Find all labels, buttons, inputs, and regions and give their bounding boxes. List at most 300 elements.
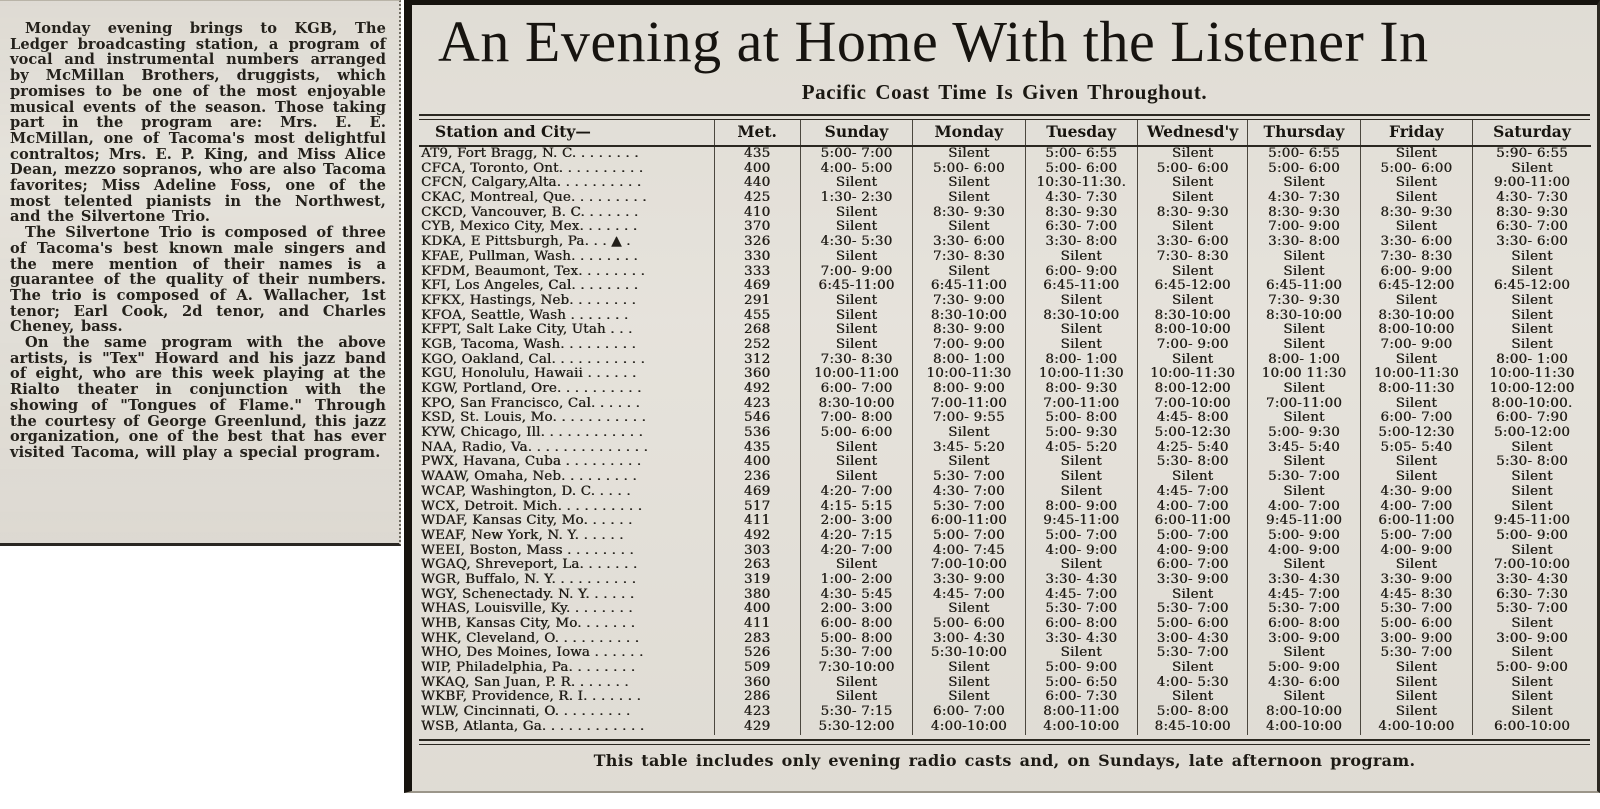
met-cell: 291 xyxy=(714,294,800,309)
time-cell: 4:05- 5:20 xyxy=(1025,441,1137,456)
station-row xyxy=(419,441,1591,456)
station-cell: NAA, Radio, Va. . . . . . . . . . . . . . xyxy=(421,440,648,455)
station-row xyxy=(419,558,1591,573)
time-cell: 5:00- 7:00 xyxy=(1360,529,1472,544)
time-cell: 4:30- 7:30 xyxy=(1248,191,1360,206)
met-cell: 536 xyxy=(714,426,800,441)
time-cell: 4:45- 8:30 xyxy=(1360,588,1472,603)
column-header: Sunday xyxy=(800,120,912,146)
met-cell: 455 xyxy=(714,309,800,324)
met-cell: 400 xyxy=(714,602,800,617)
met-cell: 286 xyxy=(714,690,800,705)
time-cell: Silent xyxy=(1137,220,1247,235)
schedule-clipping xyxy=(404,0,1600,793)
station-row xyxy=(419,220,1591,235)
time-cell: 4:30- 7:30 xyxy=(1025,191,1137,206)
station-cell: PWX, Havana, Cuba . . . . . . . . . xyxy=(421,455,642,470)
station-cell: KFAE, Pullman, Wash. . . . . . . . xyxy=(421,249,638,264)
time-cell: 4:20- 7:15 xyxy=(800,529,912,544)
article-body xyxy=(10,21,386,461)
time-cell: 4:00- 7:00 xyxy=(1360,500,1472,515)
time-cell: 4:25- 5:40 xyxy=(1137,441,1247,456)
station-cell: CFCN, Calgary,Alta. . . . . . . . . . xyxy=(421,176,642,191)
time-cell: 5:00-12:30 xyxy=(1137,426,1247,441)
met-cell: 268 xyxy=(714,323,800,338)
time-cell: Silent xyxy=(1473,338,1591,353)
time-cell: 3:00- 4:30 xyxy=(913,632,1025,647)
time-cell: 5:30- 7:00 xyxy=(913,470,1025,485)
table-footnote: This table includes only evening radio casts and, on Sundays, late afternoon program. xyxy=(593,750,1416,770)
time-cell: 5:00- 6:00 xyxy=(800,426,912,441)
time-cell: 3:30- 6:00 xyxy=(913,235,1025,250)
time-cell: Silent xyxy=(1248,250,1360,265)
time-cell: Silent xyxy=(800,309,912,324)
time-cell: Silent xyxy=(800,676,912,691)
time-cell: 4:00- 7:45 xyxy=(913,544,1025,559)
station-row xyxy=(419,602,1591,617)
time-cell: Silent xyxy=(913,676,1025,691)
column-header: Tuesday xyxy=(1025,120,1137,146)
time-cell: Silent xyxy=(1360,191,1472,206)
time-cell: 4:00-10:00 xyxy=(1248,720,1360,735)
station-cell: WCX, Detroit. Mich. . . . . . . . . . xyxy=(421,499,643,514)
time-cell: Silent xyxy=(1473,470,1591,485)
time-cell: Silent xyxy=(1473,250,1591,265)
time-cell: 8:30- 9:30 xyxy=(1137,206,1247,221)
time-cell: Silent xyxy=(800,176,912,191)
met-cell: 400 xyxy=(714,455,800,470)
time-cell: 5:00- 9:00 xyxy=(1248,529,1360,544)
station-row xyxy=(419,206,1591,221)
time-cell: 3:00- 9:00 xyxy=(1360,632,1472,647)
station-row xyxy=(419,720,1591,735)
time-cell: 3:30- 4:30 xyxy=(1473,573,1591,588)
time-cell: Silent xyxy=(800,455,912,470)
station-row xyxy=(419,529,1591,544)
time-cell: Silent xyxy=(800,470,912,485)
time-cell: 5:00- 9:00 xyxy=(1473,661,1591,676)
met-cell: 312 xyxy=(714,353,800,368)
schedule-header-row xyxy=(419,120,1591,146)
met-cell: 509 xyxy=(714,661,800,676)
station-row xyxy=(419,250,1591,265)
time-cell: Silent xyxy=(1025,470,1137,485)
time-cell: Silent xyxy=(1360,220,1472,235)
station-row xyxy=(419,338,1591,353)
column-header: Met. xyxy=(714,120,800,146)
column-header: Wednesd'y xyxy=(1137,120,1247,146)
time-cell: 7:00-11:00 xyxy=(913,397,1025,412)
time-cell: Silent xyxy=(1360,353,1472,368)
article-clipping xyxy=(0,0,401,546)
time-cell: Silent xyxy=(800,250,912,265)
met-cell: 440 xyxy=(714,176,800,191)
time-cell: 5:00- 7:00 xyxy=(800,146,912,162)
time-cell: 5:00- 7:00 xyxy=(1025,529,1137,544)
station-cell: WCAP, Washington, D. C. . . . . xyxy=(421,484,631,499)
station-cell: CYB, Mexico City, Mex. . . . . . . xyxy=(421,220,638,235)
time-cell: 7:00-10:00 xyxy=(913,558,1025,573)
station-row xyxy=(419,162,1591,177)
met-cell: 435 xyxy=(714,441,800,456)
time-cell: 10:00-11:30 xyxy=(1360,367,1472,382)
time-cell: 4:30- 7:00 xyxy=(913,485,1025,500)
time-cell: 6:00- 7:00 xyxy=(1360,411,1472,426)
time-cell: 2:00- 3:00 xyxy=(800,602,912,617)
station-row xyxy=(419,690,1591,705)
met-cell: 423 xyxy=(714,705,800,720)
met-cell: 469 xyxy=(714,485,800,500)
masthead-title: An Evening at Home With the Listener In xyxy=(438,9,1429,74)
met-cell: 410 xyxy=(714,206,800,221)
time-cell: Silent xyxy=(1137,146,1247,162)
time-cell: 6:00- 7:90 xyxy=(1473,411,1591,426)
time-cell: 3:30- 9:00 xyxy=(1137,573,1247,588)
station-row xyxy=(419,265,1591,280)
station-row xyxy=(419,411,1591,426)
met-cell: 236 xyxy=(714,470,800,485)
time-cell: Silent xyxy=(1360,176,1472,191)
time-cell: 5:00- 7:00 xyxy=(913,529,1025,544)
time-cell: Silent xyxy=(1473,309,1591,324)
time-cell: 9:45-11:00 xyxy=(1248,514,1360,529)
time-cell: Silent xyxy=(1025,558,1137,573)
time-cell: 5:00- 6:00 xyxy=(1137,617,1247,632)
column-header: Friday xyxy=(1360,120,1472,146)
time-cell: Silent xyxy=(1137,265,1247,280)
met-cell: 360 xyxy=(714,367,800,382)
station-cell: WGY, Schenectady. N. Y. . . . . . xyxy=(421,587,635,602)
station-row xyxy=(419,191,1591,206)
station-row xyxy=(419,294,1591,309)
met-cell: 360 xyxy=(714,676,800,691)
time-cell: 10:00-11:30 xyxy=(913,367,1025,382)
time-cell: Silent xyxy=(1360,661,1472,676)
time-cell: Silent xyxy=(913,220,1025,235)
met-cell: 380 xyxy=(714,588,800,603)
time-cell: 4:30- 9:00 xyxy=(1360,485,1472,500)
time-cell: 7:00- 9:00 xyxy=(1137,338,1247,353)
time-cell: Silent xyxy=(1360,455,1472,470)
time-cell: Silent xyxy=(800,690,912,705)
met-cell: 423 xyxy=(714,397,800,412)
time-cell: 8:30-10:00 xyxy=(1360,309,1472,324)
time-cell: 5:30- 7:00 xyxy=(800,646,912,661)
met-cell: 517 xyxy=(714,500,800,515)
time-cell: 8:30- 9:00 xyxy=(913,323,1025,338)
met-cell: 526 xyxy=(714,646,800,661)
met-cell: 400 xyxy=(714,162,800,177)
time-cell: Silent xyxy=(1473,294,1591,309)
station-row xyxy=(419,235,1591,250)
time-cell: 5:00- 6:00 xyxy=(1137,162,1247,177)
time-cell: 6:45-12:00 xyxy=(1360,279,1472,294)
masthead-subtitle: Pacific Coast Time Is Given Throughout. xyxy=(801,80,1208,104)
time-cell: 7:00-11:00 xyxy=(1248,397,1360,412)
time-cell: Silent xyxy=(1025,485,1137,500)
time-cell: Silent xyxy=(1137,470,1247,485)
time-cell: 4:30- 5:30 xyxy=(800,235,912,250)
time-cell: 8:00- 9:00 xyxy=(1025,500,1137,515)
time-cell: 5:00- 9:30 xyxy=(1248,426,1360,441)
time-cell: 6:00- 7:00 xyxy=(913,705,1025,720)
station-row xyxy=(419,544,1591,559)
time-cell: 6:00- 7:00 xyxy=(1137,558,1247,573)
time-cell: 5:00- 6:00 xyxy=(1248,162,1360,177)
station-row xyxy=(419,455,1591,470)
time-cell: Silent xyxy=(1248,690,1360,705)
time-cell: 6:45-12:00 xyxy=(1473,279,1591,294)
time-cell: 8:00-11:00 xyxy=(1025,705,1137,720)
time-cell: 5:00-12:00 xyxy=(1473,426,1591,441)
time-cell: Silent xyxy=(913,265,1025,280)
time-cell: Silent xyxy=(1360,294,1472,309)
time-cell: 7:00- 8:00 xyxy=(800,411,912,426)
time-cell: 8:30-10:00 xyxy=(800,397,912,412)
time-cell: Silent xyxy=(1248,646,1360,661)
time-cell: 3:00- 4:30 xyxy=(1137,632,1247,647)
station-cell: WHO, Des Moines, Iowa . . . . . . xyxy=(421,646,644,661)
time-cell: 4:45- 7:00 xyxy=(1248,588,1360,603)
station-row xyxy=(419,676,1591,691)
time-cell: 10:00 11:30 xyxy=(1248,367,1360,382)
time-cell: 7:00- 9:00 xyxy=(1360,338,1472,353)
time-cell: 5:30- 7:00 xyxy=(1360,646,1472,661)
time-cell: 5:00- 9:00 xyxy=(1025,661,1137,676)
time-cell: 10:00-11:00 xyxy=(800,367,912,382)
station-row xyxy=(419,323,1591,338)
time-cell: 8:30- 9:30 xyxy=(1473,206,1591,221)
time-cell: 5:30- 7:15 xyxy=(800,705,912,720)
time-cell: 5:00- 8:00 xyxy=(800,632,912,647)
time-cell: 6:45-11:00 xyxy=(800,279,912,294)
time-cell: 7:30- 8:30 xyxy=(1360,250,1472,265)
time-cell: 3:30- 6:00 xyxy=(1360,235,1472,250)
time-cell: 5:30- 7:00 xyxy=(1360,602,1472,617)
time-cell: Silent xyxy=(1137,353,1247,368)
time-cell: 5:30- 8:00 xyxy=(1137,455,1247,470)
station-cell: AT9, Fort Bragg, N. C. . . . . . . . xyxy=(421,146,639,162)
station-cell: WAAW, Omaha, Neb. . . . . . . . . xyxy=(421,470,637,485)
time-cell: 6:45-12:00 xyxy=(1137,279,1247,294)
time-cell: Silent xyxy=(1473,646,1591,661)
time-cell: 7:00- 9:55 xyxy=(913,411,1025,426)
time-cell: Silent xyxy=(1137,191,1247,206)
station-row xyxy=(419,617,1591,632)
time-cell: 6:00-10:00 xyxy=(1473,720,1591,735)
time-cell: Silent xyxy=(800,558,912,573)
time-cell: 8:30- 9:30 xyxy=(1360,206,1472,221)
time-cell: 1:30- 2:30 xyxy=(800,191,912,206)
met-cell: 263 xyxy=(714,558,800,573)
station-cell: KGU, Honolulu, Hawaii . . . . . . xyxy=(421,367,637,382)
time-cell: 7:30- 8:30 xyxy=(800,353,912,368)
time-cell: 3:30- 6:00 xyxy=(1137,235,1247,250)
time-cell: Silent xyxy=(1360,690,1472,705)
station-row xyxy=(419,367,1591,382)
met-cell: 425 xyxy=(714,191,800,206)
time-cell: Silent xyxy=(800,220,912,235)
time-cell: 3:30- 4:30 xyxy=(1025,573,1137,588)
time-cell: 5:30- 7:00 xyxy=(1137,602,1247,617)
met-cell: 319 xyxy=(714,573,800,588)
time-cell: 1:00- 2:00 xyxy=(800,573,912,588)
met-cell: 469 xyxy=(714,279,800,294)
time-cell: 5:00- 8:00 xyxy=(1137,705,1247,720)
time-cell: 4:15- 5:15 xyxy=(800,500,912,515)
time-cell: 8:00-10:00. xyxy=(1473,397,1591,412)
time-cell: 5:00- 9:30 xyxy=(1025,426,1137,441)
time-cell: Silent xyxy=(1025,323,1137,338)
time-cell: 10:00-11:30 xyxy=(1025,367,1137,382)
time-cell: 7:00-11:00 xyxy=(1025,397,1137,412)
time-cell: 8:00-11:30 xyxy=(1360,382,1472,397)
time-cell: 4:30- 5:45 xyxy=(800,588,912,603)
time-cell: 5:00- 9:00 xyxy=(1248,661,1360,676)
time-cell: 5:30-12:00 xyxy=(800,720,912,735)
time-cell: Silent xyxy=(1473,544,1591,559)
time-cell: 5:00- 6:50 xyxy=(1025,676,1137,691)
time-cell: 8:00- 1:00 xyxy=(1473,353,1591,368)
station-row xyxy=(419,485,1591,500)
time-cell: Silent xyxy=(1473,441,1591,456)
time-cell: 7:00- 9:00 xyxy=(913,338,1025,353)
time-cell: 7:30-10:00 xyxy=(800,661,912,676)
met-cell: 333 xyxy=(714,265,800,280)
time-cell: 10:00-11:30 xyxy=(1473,367,1591,382)
time-cell: 5:00- 6:00 xyxy=(1360,162,1472,177)
station-cell: KGB, Tacoma, Wash. . . . . . . . . xyxy=(421,337,636,352)
station-cell: WGAQ, Shreveport, La. . . . . . . xyxy=(421,558,638,573)
time-cell: 6:00- 8:00 xyxy=(1025,617,1137,632)
time-cell: 4:00- 9:00 xyxy=(1137,544,1247,559)
time-cell: 8:00-10:00 xyxy=(1360,323,1472,338)
time-cell: 6:00-11:00 xyxy=(1360,514,1472,529)
time-cell: Silent xyxy=(913,690,1025,705)
time-cell: 4:00- 9:00 xyxy=(1025,544,1137,559)
time-cell: 4:00-10:00 xyxy=(913,720,1025,735)
column-header: Thursday xyxy=(1248,120,1360,146)
station-cell: KFPT, Salt Lake City, Utah . . . xyxy=(421,323,633,338)
time-cell: 7:30- 9:00 xyxy=(913,294,1025,309)
time-cell: 5:30- 7:00 xyxy=(1248,602,1360,617)
time-cell: 5:00- 6:55 xyxy=(1025,146,1137,162)
time-cell: Silent xyxy=(1025,294,1137,309)
time-cell: 3:30- 4:30 xyxy=(1248,573,1360,588)
time-cell: 10:00-11:30 xyxy=(1137,367,1247,382)
time-cell: 6:00- 7:30 xyxy=(1025,690,1137,705)
station-row xyxy=(419,500,1591,515)
station-row xyxy=(419,514,1591,529)
time-cell: 9:00-11:00 xyxy=(1473,176,1591,191)
time-cell: 6:45-11:00 xyxy=(1025,279,1137,294)
time-cell: Silent xyxy=(1137,588,1247,603)
time-cell: Silent xyxy=(800,323,912,338)
time-cell: 7:00- 9:00 xyxy=(1248,220,1360,235)
time-cell: Silent xyxy=(913,191,1025,206)
time-cell: 4:45- 7:00 xyxy=(1137,485,1247,500)
time-cell: 4:00- 5:30 xyxy=(1137,676,1247,691)
time-cell: Silent xyxy=(1248,558,1360,573)
station-cell: KFKX, Hastings, Neb. . . . . . . . xyxy=(421,293,636,308)
time-cell: 6:00- 7:00 xyxy=(800,382,912,397)
time-cell: Silent xyxy=(1137,690,1247,705)
time-cell: 8:30-10:00 xyxy=(1137,309,1247,324)
met-cell: 252 xyxy=(714,338,800,353)
time-cell: 8:30-10:00 xyxy=(1248,309,1360,324)
met-cell: 330 xyxy=(714,250,800,265)
time-cell: 4:00- 9:00 xyxy=(1248,544,1360,559)
time-cell: 4:45- 8:00 xyxy=(1137,411,1247,426)
time-cell: Silent xyxy=(1137,294,1247,309)
time-cell: 4:45- 7:00 xyxy=(913,588,1025,603)
time-cell: Silent xyxy=(1473,617,1591,632)
time-cell: Silent xyxy=(1473,485,1591,500)
time-cell: Silent xyxy=(913,602,1025,617)
time-cell: 4:30- 6:00 xyxy=(1248,676,1360,691)
time-cell: 8:00- 1:00 xyxy=(1248,353,1360,368)
station-cell: KFOA, Seattle, Wash . . . . . . . xyxy=(421,308,629,323)
time-cell: 7:30- 9:30 xyxy=(1248,294,1360,309)
time-cell: Silent xyxy=(1360,676,1472,691)
met-cell: 435 xyxy=(714,146,800,162)
time-cell: Silent xyxy=(1473,323,1591,338)
time-cell: 2:00- 3:00 xyxy=(800,514,912,529)
station-cell: WHB, Kansas City, Mo. . . . . . . xyxy=(421,617,636,632)
station-row xyxy=(419,705,1591,720)
time-cell: 5:00-12:30 xyxy=(1360,426,1472,441)
station-cell: WDAF, Kansas City, Mo. . . . . . xyxy=(421,514,633,529)
time-cell: 3:30- 8:00 xyxy=(1248,235,1360,250)
met-cell: 303 xyxy=(714,544,800,559)
time-cell: 4:00- 9:00 xyxy=(1360,544,1472,559)
schedule-table xyxy=(419,120,1591,735)
time-cell: Silent xyxy=(1473,705,1591,720)
time-cell: 5:00- 6:55 xyxy=(1248,146,1360,162)
time-cell: 8:30- 9:30 xyxy=(913,206,1025,221)
time-cell: 8:00-10:00 xyxy=(1137,323,1247,338)
station-cell: CKCD, Vancouver, B. C. . . . . . . xyxy=(421,205,639,220)
met-cell: 411 xyxy=(714,617,800,632)
time-cell: 5:00- 6:00 xyxy=(1360,617,1472,632)
time-cell: Silent xyxy=(913,426,1025,441)
station-cell: WHAS, Louisville, Ky. . . . . . . . xyxy=(421,602,633,617)
station-row xyxy=(419,146,1591,162)
station-cell: KGW, Portland, Ore. . . . . . . . . . xyxy=(421,382,642,397)
station-cell: KPO, San Francisco, Cal. . . . . . xyxy=(421,396,640,411)
time-cell: 7:00- 9:00 xyxy=(800,265,912,280)
time-cell: 6:00- 8:00 xyxy=(1248,617,1360,632)
station-cell: WKAQ, San Juan, P. R. . . . . . . xyxy=(421,675,629,690)
time-cell: 4:20- 7:00 xyxy=(800,544,912,559)
time-cell: Silent xyxy=(1248,323,1360,338)
station-row xyxy=(419,588,1591,603)
met-cell: 283 xyxy=(714,632,800,647)
station-cell: WEAF, New York, N. Y. . . . . . xyxy=(421,528,624,543)
time-cell: 6:30- 7:00 xyxy=(1025,220,1137,235)
station-cell: CKAC, Montreal, Que. . . . . . . . . xyxy=(421,191,647,206)
station-cell: WGR, Buffalo, N. Y. . . . . . . . . . xyxy=(421,572,637,587)
time-cell: Silent xyxy=(1248,265,1360,280)
station-cell: KSD, St. Louis, Mo. . . . . . . . . . . xyxy=(421,411,646,426)
time-cell: 4:00-10:00 xyxy=(1360,720,1472,735)
time-cell: 8:00- 9:00 xyxy=(913,382,1025,397)
time-cell: 3:30- 4:30 xyxy=(1025,632,1137,647)
time-cell: 5:90- 6:55 xyxy=(1473,146,1591,162)
time-cell: 5:30- 7:00 xyxy=(1025,602,1137,617)
time-cell: 5:30- 8:00 xyxy=(1473,455,1591,470)
time-cell: 3:30- 8:00 xyxy=(1025,235,1137,250)
